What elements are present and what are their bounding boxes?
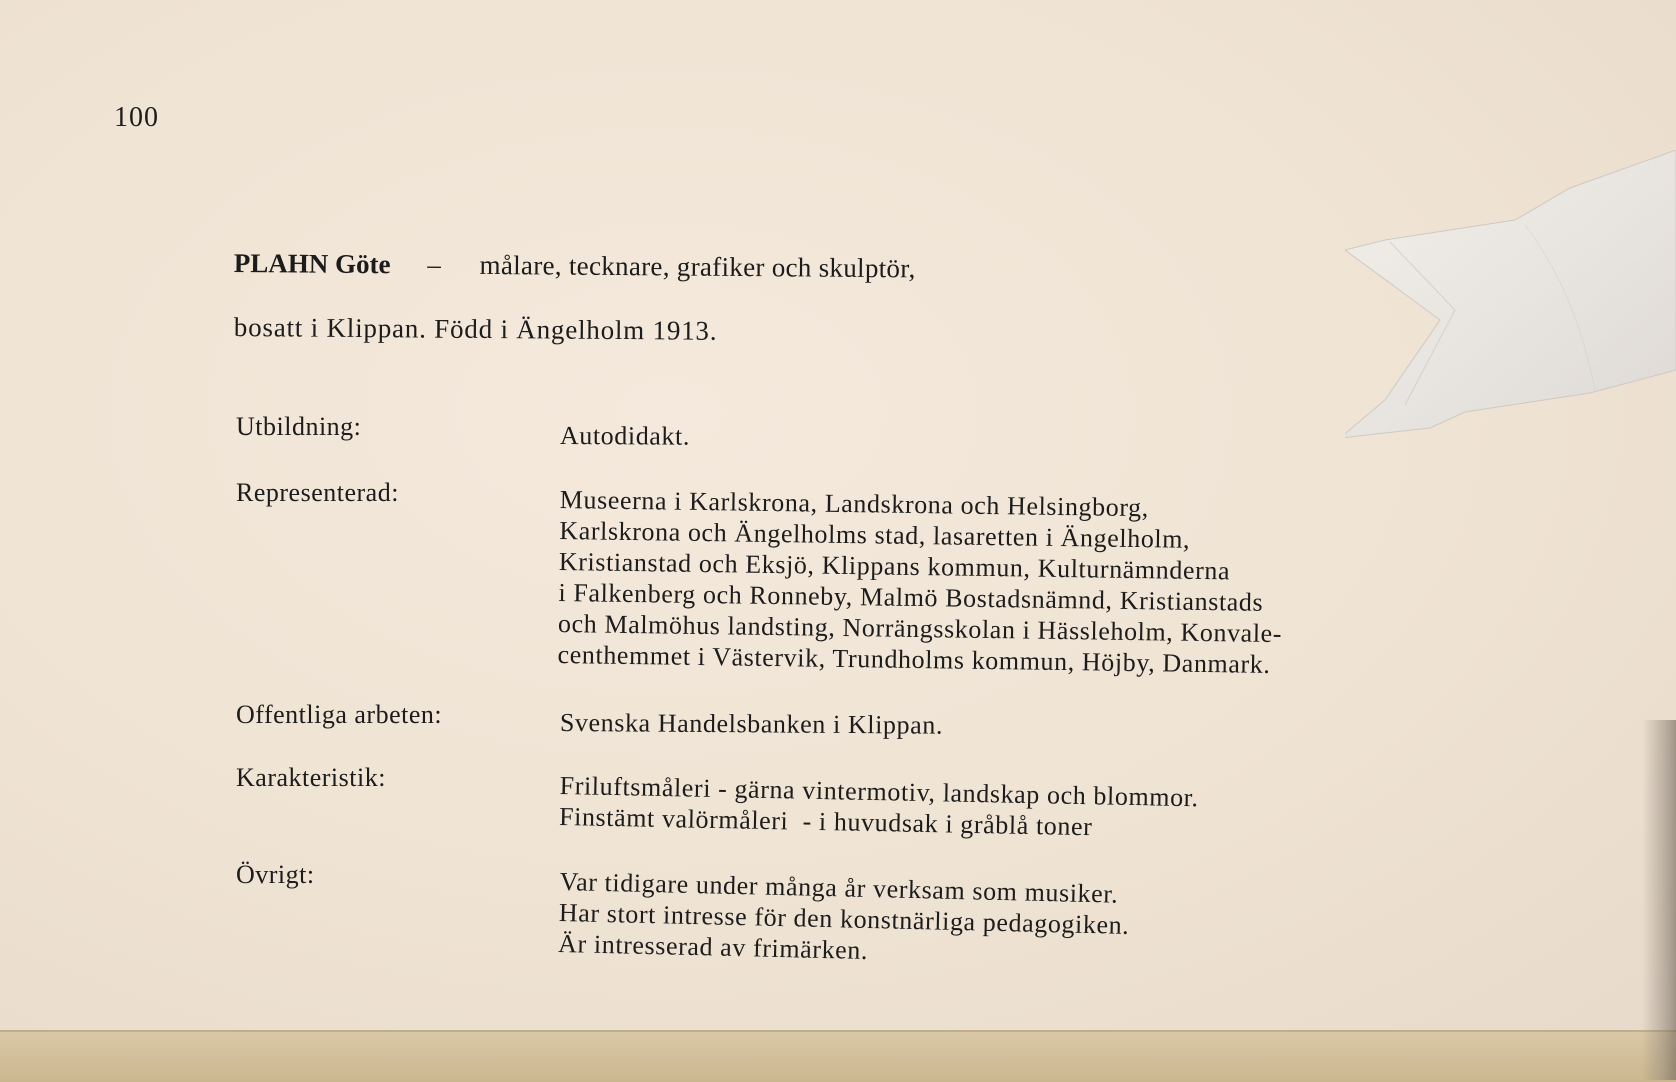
label-ovrigt: Övrigt: [236, 860, 315, 889]
page-bottom-edge [0, 1030, 1676, 1082]
artist-roles: målare, tecknare, grafiker och skulptör, [479, 249, 916, 284]
page-number: 100 [114, 102, 159, 133]
page-right-edge-shadow [1642, 720, 1676, 1080]
value-ovrigt: Var tidigare under många år verksam som musiker. Har stort intresse för den konstnärliga pedagogiken. Är intresserad av frimärken. [557, 866, 1130, 966]
entry-heading [234, 248, 916, 284]
residence-birth: bosatt i Klippan. Född i Ängelholm 1913. [233, 312, 718, 346]
label-offentliga-arbeten: Offentliga arbeten: [236, 700, 443, 729]
label-karakteristik: Karakteristik: [236, 763, 386, 792]
value-karakteristik: Friluftsmåleri - gärna vintermotiv, landskap och blommor. Finstämt valörmåleri - i huvudsak i gråblå toner [558, 770, 1199, 842]
value-utbildning: Autodidakt. [559, 421, 691, 451]
adhesive-tape [1345, 150, 1676, 460]
value-representerad: Museerna i Karlskrona, Landskrona och Helsingborg, Karlskrona och Ängelholms stad, lasaretten i Ängelholm, Kristianstad och Eksjö, Klippans kommun, Kulturnämnderna i Falkenberg och Ronneby, Malmö Bostadsnämnd, Kristianstads och Malmöhus landsting, Norrängsskolan i Hässleholm, Konvale- centhemmet i Västervik, Trundholms kommun, Höjby, Danmark. [557, 484, 1283, 679]
value-offentliga-arbeten: Svenska Handelsbanken i Klippan. [559, 708, 944, 740]
artist-name: PLAHN Göte [233, 248, 391, 280]
label-representerad: Representerad: [236, 478, 399, 507]
heading-dash: – [427, 249, 441, 280]
label-utbildning: Utbildning: [236, 412, 362, 441]
